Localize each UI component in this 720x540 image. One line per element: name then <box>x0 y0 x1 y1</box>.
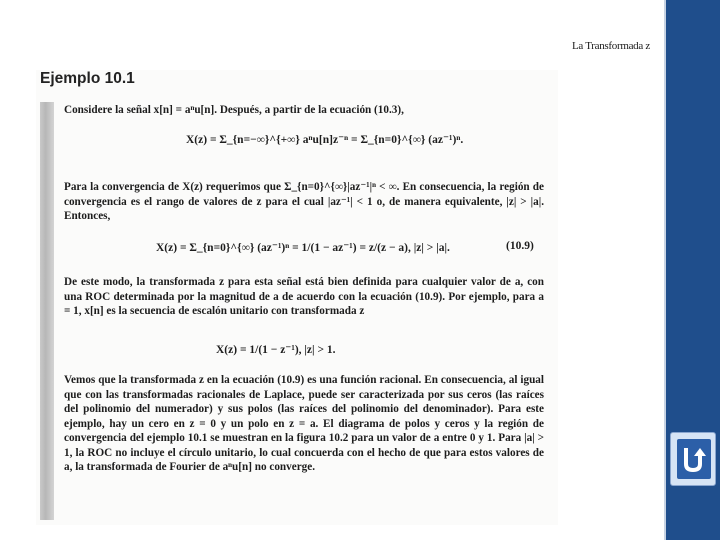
example-heading: Ejemplo 10.1 <box>40 70 135 87</box>
equation-1: X(z) = Σ_{n=−∞}^{+∞} aⁿu[n]z⁻ⁿ = Σ_{n=0}^{∞} (az⁻¹)ⁿ. <box>186 134 464 146</box>
equation-unit-step: X(z) = 1/(1 − z⁻¹), |z| > 1. <box>216 344 336 356</box>
return-button[interactable] <box>670 432 716 486</box>
equation-number: (10.9) <box>506 240 534 252</box>
paragraph-unit-step: De este modo, la transformada z para esta señal está bien definida para cualquier valor de a, con una ROC determinada por la magnitud de a de acuerdo con la ecuación (10.9). Por ejemplo, para a = 1, x[n] es la secuencia de escalón unitario con transformada z <box>64 276 544 317</box>
example-intro: Considere la señal x[n] = aⁿu[n]. Después, a partir de la ecuación (10.3), <box>64 104 404 116</box>
return-arrow-icon <box>681 444 707 474</box>
equation-10-9: X(z) = Σ_{n=0}^{∞} (az⁻¹)ⁿ = 1/(1 − az⁻¹) = z/(z − a), |z| > |a|. <box>156 242 450 254</box>
scanned-example-page <box>36 70 558 525</box>
paragraph-poles-zeros: Vemos que la transformada z en la ecuación (10.9) es una función racional. En consecuencia, al igual que con las transformadas racionales de Laplace, puede ser caracterizada por sus ceros (las raíces del polinomio del numerador) y sus polos (las raíces del polinomio del denominador). Para este ejemplo, hay un cero en z = 0 y un polo en z = a. El diagrama de polos y ceros y la región de convergencia del ejemplo 10.1 se muestran en la figura 10.2 para un valor de a entre 0 y 1. Para |a| > 1, la ROC no incluye el círculo unitario, lo cual concuerda con el hecho de que para estos valores de a, la transformada de Fourier de aⁿu[n] no converge. <box>64 374 544 473</box>
slide-title: La Transformada z <box>572 40 650 52</box>
scan-binding-shadow <box>40 102 54 520</box>
paragraph-convergence: Para la convergencia de X(z) requerimos que Σ_{n=0}^{∞}|az⁻¹|ⁿ < ∞. En consecuencia, la región de convergencia es el rango de valores de z para el cual |az⁻¹| < 1 o, de manera equivalente, |z| > |a|. Entonces, <box>64 181 544 222</box>
